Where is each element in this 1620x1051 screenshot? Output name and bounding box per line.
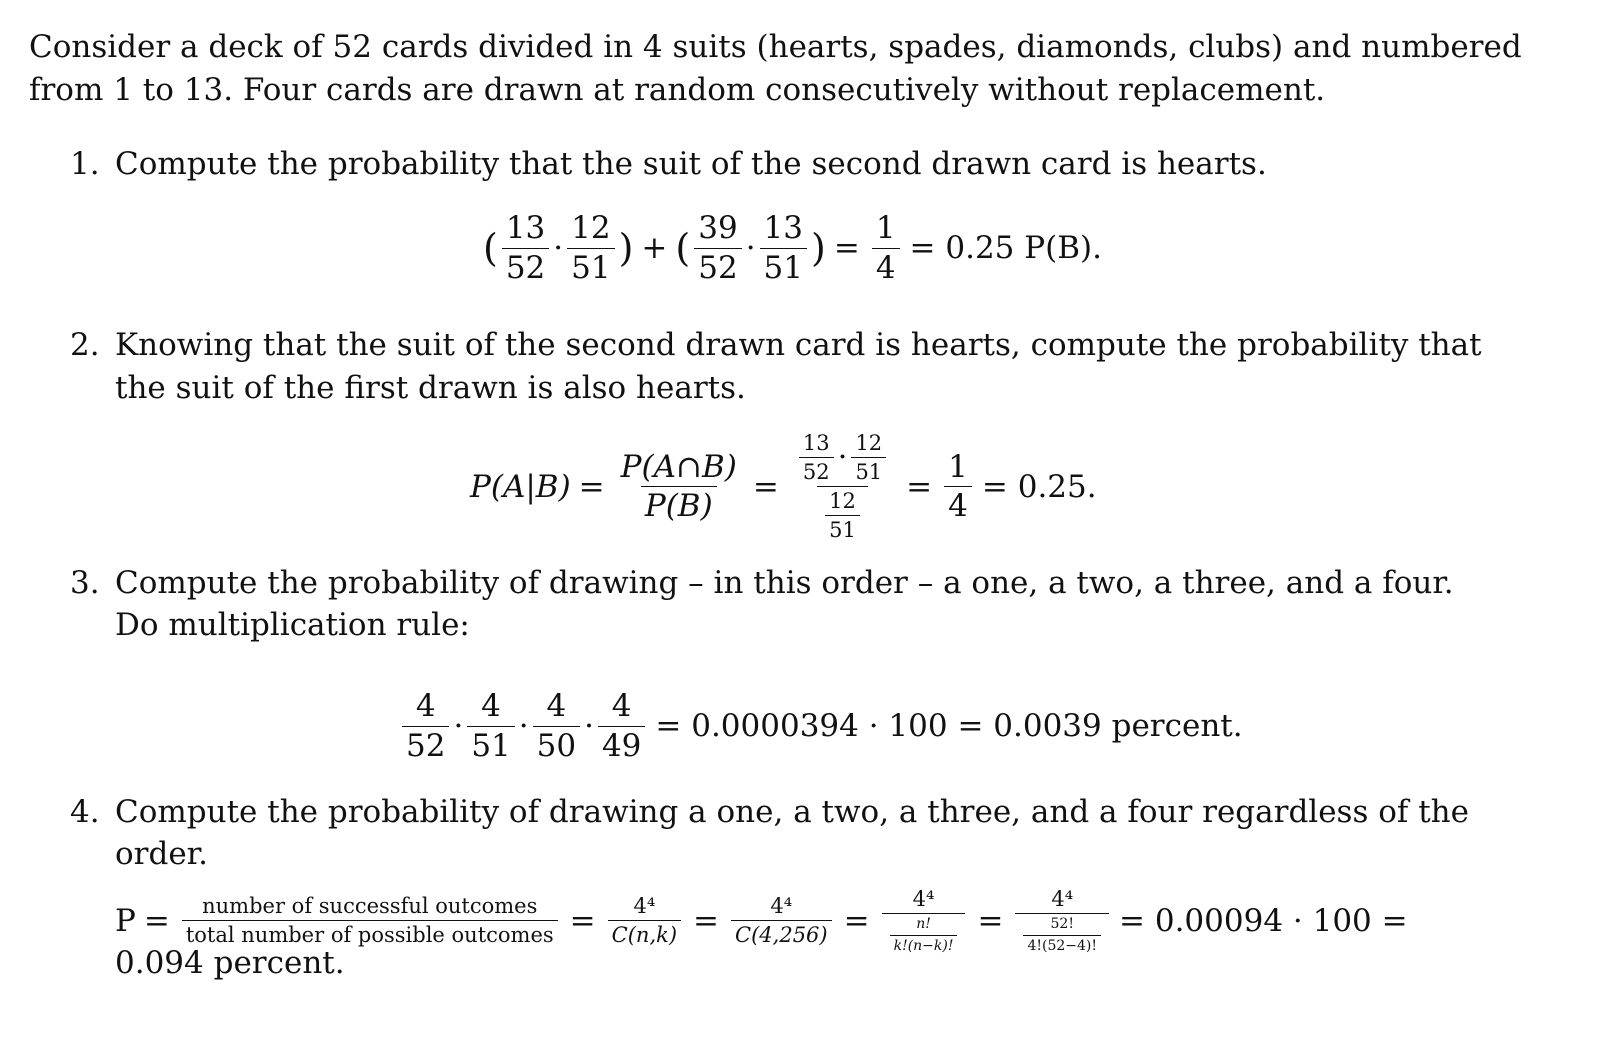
q3-f2-num: 4: [481, 688, 501, 724]
q3-line-2: Do multiplication rule:: [115, 607, 470, 643]
q1-f4-num: 13: [763, 210, 803, 246]
intro-line-2: from 1 to 13. Four cards are drawn at random consecutively without replacement.: [29, 72, 1326, 108]
q4-number: 4.: [70, 794, 100, 830]
q4-f3-num: 4⁴: [770, 894, 793, 919]
q4-line-2: order.: [115, 836, 208, 872]
q1-text: Compute the probability that the suit of the second drawn card is hearts.: [115, 146, 1267, 182]
q2-line-2: the suit of the first drawn is also hearts.: [115, 370, 746, 406]
q3-f4-den: 49: [598, 726, 645, 763]
q4-f5-num: 4⁴: [1051, 887, 1074, 911]
q3-tail: = 0.0000394 · 100 = 0.0039 percent.: [655, 708, 1243, 745]
q1-f1-num: 13: [505, 210, 546, 246]
q4-tail: = 0.00094 · 100 =: [1119, 902, 1408, 939]
q1-f2-den: 51: [567, 248, 614, 285]
q3-f1-num: 4: [415, 688, 436, 724]
q4-f4-den-den: k!(n−k)!: [890, 935, 958, 954]
q2-number: 2.: [70, 327, 100, 363]
q3-line-1: Compute the probability of drawing – in this order – a one, a two, a three, and a four.: [115, 565, 1454, 601]
q1-f3-num: 39: [698, 210, 738, 246]
q3-f4-num: 4: [611, 688, 632, 724]
q1-f1-den: 52: [502, 248, 549, 285]
q2-c1-den: 52: [799, 457, 834, 483]
q1-f4-den: 51: [760, 248, 807, 285]
q3-equation: $\frac{4}{52}$ · $\frac{4}{51}$ · $\frac{4}{50}$ · $\frac{4}{49}$ = 0.0000394 · 100 = 0.0039 percent.: [398, 690, 1243, 762]
q4-f1-num: number of successful outcomes: [202, 894, 538, 919]
q4-f5-den-num: 52!: [1050, 916, 1074, 933]
q1-equation: ( $\frac{13}{52}$ · $\frac{12}{51}$ ) + ( $\frac{39}{52}$ · $\frac{13}{51}$ ) = $\frac{1}{4}$ = 0.25 P(B).: [483, 210, 1102, 286]
q2-line-1: Knowing that the suit of the second drawn card is hearts, compute the probability that: [115, 327, 1482, 363]
q4-f2-num: 4⁴: [633, 894, 656, 919]
q1-number: 1.: [70, 146, 100, 182]
q4-f4-den-num: n!: [916, 916, 931, 933]
q2-f3-num: 1: [948, 448, 968, 485]
q4-p: P: [115, 902, 136, 939]
q3-f3-num: 4: [546, 688, 567, 724]
q4-equation: P = $\frac{\text{number of successful outcomes}}{\text{total number of possible outcomes}}$ = $\frac{\text{4⁴}}{C(n,k)}$ = $\frac{\text{4⁴}}{C(4,256)}$ = $\frac{\text{4⁴}}{\frac{n!}{k!(n-k)!}}$ = $\frac{\text{4⁴}}{\frac{52!}{4!(52-4)!}}$ = 0.00094 · 100 =: [115, 887, 1408, 954]
q4-f5-den-den: 4!(52−4)!: [1023, 935, 1101, 954]
q2-lhs: P(A|B): [470, 468, 571, 505]
q1-tail: = 0.25 P(B).: [909, 230, 1102, 267]
q2-c3-den: 51: [825, 515, 860, 541]
q1-f2-num: 12: [571, 210, 611, 246]
q4-f2-den: C(n,k): [608, 920, 681, 946]
q4-line-1: Compute the probability of drawing a one, a two, a three, and a four regardless of the: [115, 794, 1469, 830]
q3-f1-den: 52: [402, 726, 449, 763]
q4-f1-den: total number of possible outcomes: [182, 920, 558, 946]
q2-c1-num: 13: [802, 431, 830, 455]
q2-equation: P(A|B) = $\frac{P(A\cap B)}{P(B)}$ = $\frac{13}{52}$ · $\frac{12}{51}$ $\frac{12}{51}$ = $\frac{1}{4}$ = 0.25.: [470, 431, 1097, 543]
q2-f3-den: 4: [944, 486, 972, 523]
q2-f1-num: P(A∩B): [620, 448, 737, 485]
q2-c2-num: 12: [855, 431, 883, 455]
q2-tail: = 0.25.: [981, 468, 1097, 505]
q3-number: 3.: [70, 565, 100, 601]
q4-f4-num: 4⁴: [912, 887, 935, 911]
q3-f3-den: 50: [533, 726, 580, 763]
q3-f2-den: 51: [467, 726, 514, 763]
q2-c2-den: 51: [851, 457, 886, 483]
q1-f5-den: 4: [872, 248, 900, 285]
q1-f5-num: 1: [875, 210, 896, 246]
q2-f1-den: P(B): [641, 486, 717, 523]
q1-f3-den: 52: [694, 248, 741, 285]
intro-line-1: Consider a deck of 52 cards divided in 4 suits (hearts, spades, diamonds, clubs) and numbered: [29, 29, 1522, 65]
q4-result: 0.094 percent.: [115, 945, 345, 981]
q2-c3-num: 12: [829, 489, 856, 514]
q4-f3-den: C(4,256): [731, 920, 832, 946]
